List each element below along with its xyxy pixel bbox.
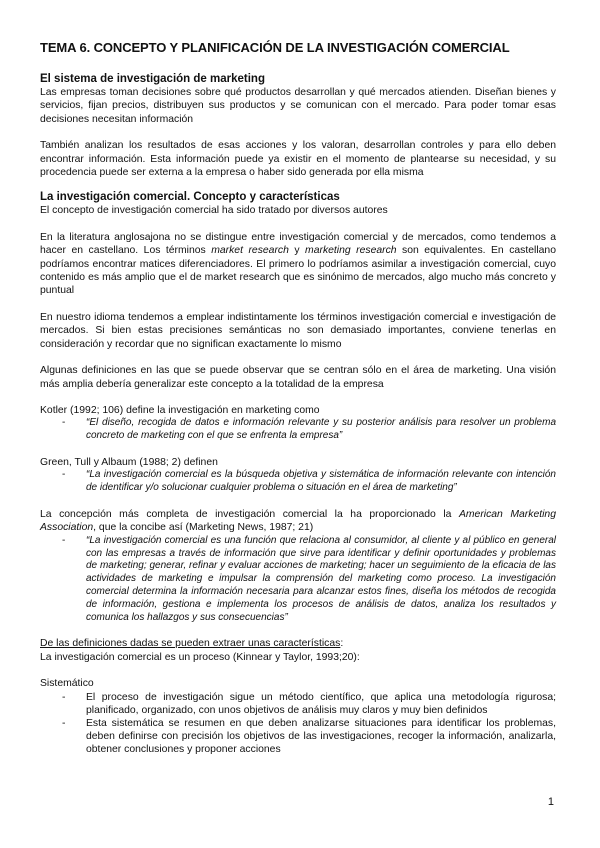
text-run: y [288,245,306,257]
dash-marker: - [62,469,66,481]
quote-text: “La investigación comercial es una función que relaciona al consumidor, al cliente y al público en general con las empresas a través de información que sirve para identificar y definir oportunidades y problemas de marketing; generar, refinar y evaluar acciones de marketing; hacer un seguimiento de la eficacia de las actividades de marketing e impulsar la comprensión del marketing como proceso. La investigación comercial determina la información necesaria para alcanzar estos fines, diseña los métodos de recogida de información, gestiona e implementa los procesos de análisis de datos, analiza los resultados y comunica los hallazgos y sus consecuencias” [86,534,556,623]
list-item [40,717,556,757]
dash-marker: - [62,691,66,703]
dash-marker: - [62,417,66,429]
quote-text: “La investigación comercial es la búsqueda objetiva y sistemática de información relevante con intención de identificar y/o solucionar cualquier problema o situación en el área de marketing” [86,469,556,494]
list-item [40,535,556,625]
ama-lead [40,508,556,535]
quote-text: “El diseño, recogida de datos e información relevante y su posterior análisis para resolver un problema concreto de marketing con el que se enfrenta la empresa” [86,417,556,442]
section-heading-sistema: El sistema de investigación de marketing [40,73,265,85]
sistematico-list [40,691,556,757]
text-run: La concepción más completa de investigación comercial la ha proporcionado la [40,508,459,520]
paragraph [40,231,556,298]
page-number: 1 [547,796,554,808]
underlined-text: De las definiciones dadas se pueden extraer unas características [40,638,341,650]
term-marketing-research: marketing research [305,245,397,257]
paragraph: También analizan los resultados de esas acciones y los valoran, desarrollan controles y para ello deben encontrar información. Esta información puede ya existir en el momento de plantearse su necesidad, y su procedencia puede ser externa a la empresa o haber sido generada por ella misma [40,140,556,179]
text-run: son equivalentes. En castellano podríamos encontrar matices diferenciadores. El primero lo podríamos asimilar a investigación comercial, cuyo contenido es más amplio que el de market research que es sinónimo de mercados, algo mucho más concreto y puntual [40,245,556,297]
text-run: , que la concibe así (Marketing News, 1987; 21) [93,522,314,534]
paragraph: Las empresas toman decisiones sobre qué productos desarrollan y qué mercados atienden. Diseñan bienes y servicios, fijan precios, distribuyen sus productos y se comunican con el mercado. Para poder tomar esas decisiones necesitan información [40,87,556,125]
list-item-text: El proceso de investigación sigue un método científico, que aplica una metodología rigurosa; planificado, organizado, con unos objetivos de análisis muy claros y muy bien definidos [86,691,556,716]
kotler-lead: Kotler (1992; 106) define la investigación en marketing como [40,404,320,416]
list-item [40,691,556,717]
text-run: En la literatura anglosajona no se distingue entre investigación comercial y de mercados, como tendemos a hacer en castellano. Los términos [40,231,556,257]
list-item [40,417,556,443]
page-title: TEMA 6. CONCEPTO Y PLANIFICACIÓN DE LA INVESTIGACIÓN COMERCIAL [40,40,510,55]
dash-marker: - [62,534,66,546]
list-item-text: Esta sistemática se resumen en que deben analizarse situaciones para identificar los problemas, deben definirse con precisión los objetivos de las investigaciones, recoger la información, analizarla, obtener conclusiones y proponer acciones [86,717,556,756]
characteristics-heading [40,637,556,650]
paragraph: Algunas definiciones en las que se puede observar que se centran sólo en el área de marketing. Una visión más amplia debería generalizar este concepto a la totalidad de la empresa [40,365,556,390]
ama-quote-list [40,535,556,625]
paragraph: En nuestro idioma tendemos a emplear indistintamente los términos investigación comercial e investigación de mercados. Si bien estas precisiones semánticas no son demasiado importantes, conviene tenerlas en consideración y recordar que no significan exactamente lo mismo [40,311,556,350]
paragraph: El concepto de investigación comercial ha sido tratado por diversos autores [40,205,388,217]
characteristics-line: La investigación comercial es un proceso (Kinnear y Taylor, 1993;20): [40,651,360,663]
green-quote-list [40,469,556,495]
term-market-research: market research [211,245,289,257]
green-lead: Green, Tull y Albaum (1988; 2) definen [40,456,218,468]
section-heading-investigacion: La investigación comercial. Concepto y características [40,191,340,204]
document-page [40,40,556,770]
text-run: : [340,638,344,650]
ama-name: American Marketing Association [40,508,556,534]
list-item [40,469,556,495]
dash-marker: - [62,717,66,729]
kotler-quote-list [40,417,556,443]
sistematico-label: Sistemático [40,678,94,690]
